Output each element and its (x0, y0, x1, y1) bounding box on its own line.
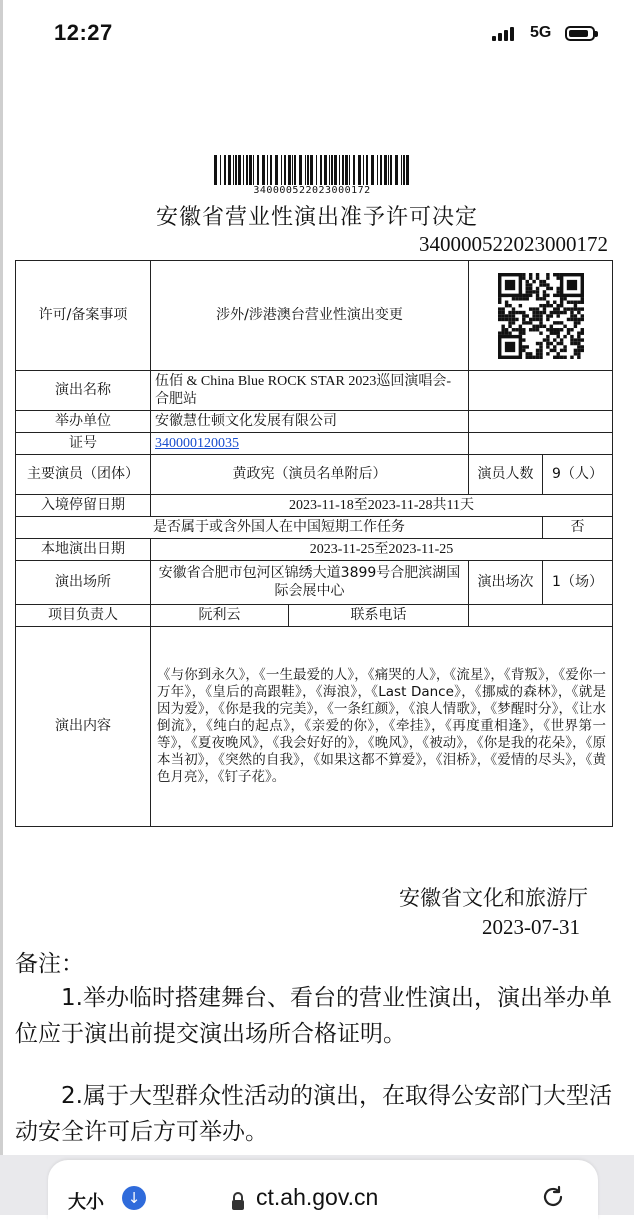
page-edge (0, 0, 3, 1215)
foreign-task-label: 是否属于或含外国人在中国短期工作任务 (16, 517, 543, 539)
certificate-label: 证号 (16, 433, 151, 455)
show-name-value: 伍佰 & China Blue ROCK STAR 2023巡回演唱会-合肥站 (151, 371, 469, 411)
permit-table (15, 260, 613, 827)
show-name-label: 演出名称 (16, 371, 151, 411)
barcode-image (214, 155, 410, 185)
lock-icon (230, 1192, 246, 1210)
venue-label: 演出场所 (16, 561, 151, 605)
table-row (16, 433, 613, 455)
permit-item-label: 许可/备案事项 (16, 261, 151, 371)
content-label: 演出内容 (16, 627, 151, 827)
issuer: 安徽省文化和旅游厅 (399, 886, 588, 910)
local-dates-value: 2023-11-25至2023-11-25 (151, 539, 613, 561)
sessions-value: 1（场） (543, 561, 613, 605)
network-label: 5G (530, 24, 552, 41)
table-row (16, 539, 613, 561)
qr-cell (469, 261, 613, 371)
clock: 12:27 (54, 20, 113, 45)
local-dates-label: 本地演出日期 (16, 539, 151, 561)
signal-icon (492, 27, 514, 41)
battery-icon (565, 26, 595, 41)
permit-item-value: 涉外/涉港澳台营业性演出变更 (151, 261, 469, 371)
table-row (16, 605, 613, 627)
table-row (16, 261, 613, 371)
download-icon[interactable]: ↓ (122, 1186, 146, 1210)
stay-dates-label: 入境停留日期 (16, 495, 151, 517)
sessions-label: 演出场次 (469, 561, 543, 605)
organizer-value: 安徽慧仕顿文化发展有限公司 (151, 411, 469, 433)
notes-title: 备注： (15, 951, 84, 977)
table-row (16, 495, 613, 517)
table-row (16, 561, 613, 605)
venue-value: 安徽省合肥市包河区锦绣大道3899号合肥滨湖国际会展中心 (151, 561, 469, 605)
certificate-link[interactable]: 340000120035 (155, 435, 239, 451)
status-bar (0, 0, 634, 72)
table-row (16, 371, 613, 411)
text-size-button[interactable]: 大小 (68, 1192, 104, 1213)
barcode-number: 340000522023000172 (253, 185, 371, 196)
issue-date: 2023-07-31 (482, 915, 580, 939)
content-value: 《与你到永久》，《一生最爱的人》，《痛哭的人》，《流星》，《背叛》，《爱你一万年》，《皇后的高跟鞋》，《海浪》，《Last Dance》，《挪威的森林》，《就是因为爱》，《你是我的完美》，《一条红颜》，《浪人情歌》，《梦醒时分》，《让水倒流》，《纯白的起点》，《亲爱的你》，《牵挂》，《再度重相逢》，《世界第一等》，《夏夜晚风》，《我会好好的》，《晚风》，《被动》，《你是我的花朵》，《原本当初》，《突然的自我》，《如果这都不算爱》，《泪桥》，《爱情的尽头》，《黄色月亮》，《钉子花》。 (151, 627, 613, 827)
table-row (16, 517, 613, 539)
qr-code-image (498, 273, 584, 359)
performer-count-value: 9（人） (543, 455, 613, 495)
table-row (16, 411, 613, 433)
foreign-task-value: 否 (543, 517, 613, 539)
performer-count-label: 演员人数 (469, 455, 543, 495)
stay-dates-value: 2023-11-18至2023-11-28共11天 (151, 495, 613, 517)
manager-value: 阮利云 (151, 605, 289, 627)
note-item: 2.属于大型群众性活动的演出，在取得公安部门大型活动安全许可后方可举办。 (15, 1083, 612, 1145)
document-title: 安徽省营业性演出准予许可决定 (155, 205, 478, 230)
note-item: 1.举办临时搭建舞台、看台的营业性演出，演出举办单位应于演出前提交演出场所合格证明。 (15, 985, 612, 1047)
organizer-label: 举办单位 (16, 411, 151, 433)
table-row (16, 627, 613, 827)
url-text[interactable]: ct.ah.gov.cn (256, 1184, 379, 1210)
phone-label: 联系电话 (289, 605, 469, 627)
performers-label: 主要演员（团体） (16, 455, 151, 495)
manager-label: 项目负责人 (16, 605, 151, 627)
performers-value: 黄政宪（演员名单附后） (151, 455, 469, 495)
document-number: 340000522023000172 (419, 232, 608, 256)
table-row (16, 455, 613, 495)
reload-icon[interactable] (540, 1184, 566, 1210)
phone-value (469, 605, 613, 627)
